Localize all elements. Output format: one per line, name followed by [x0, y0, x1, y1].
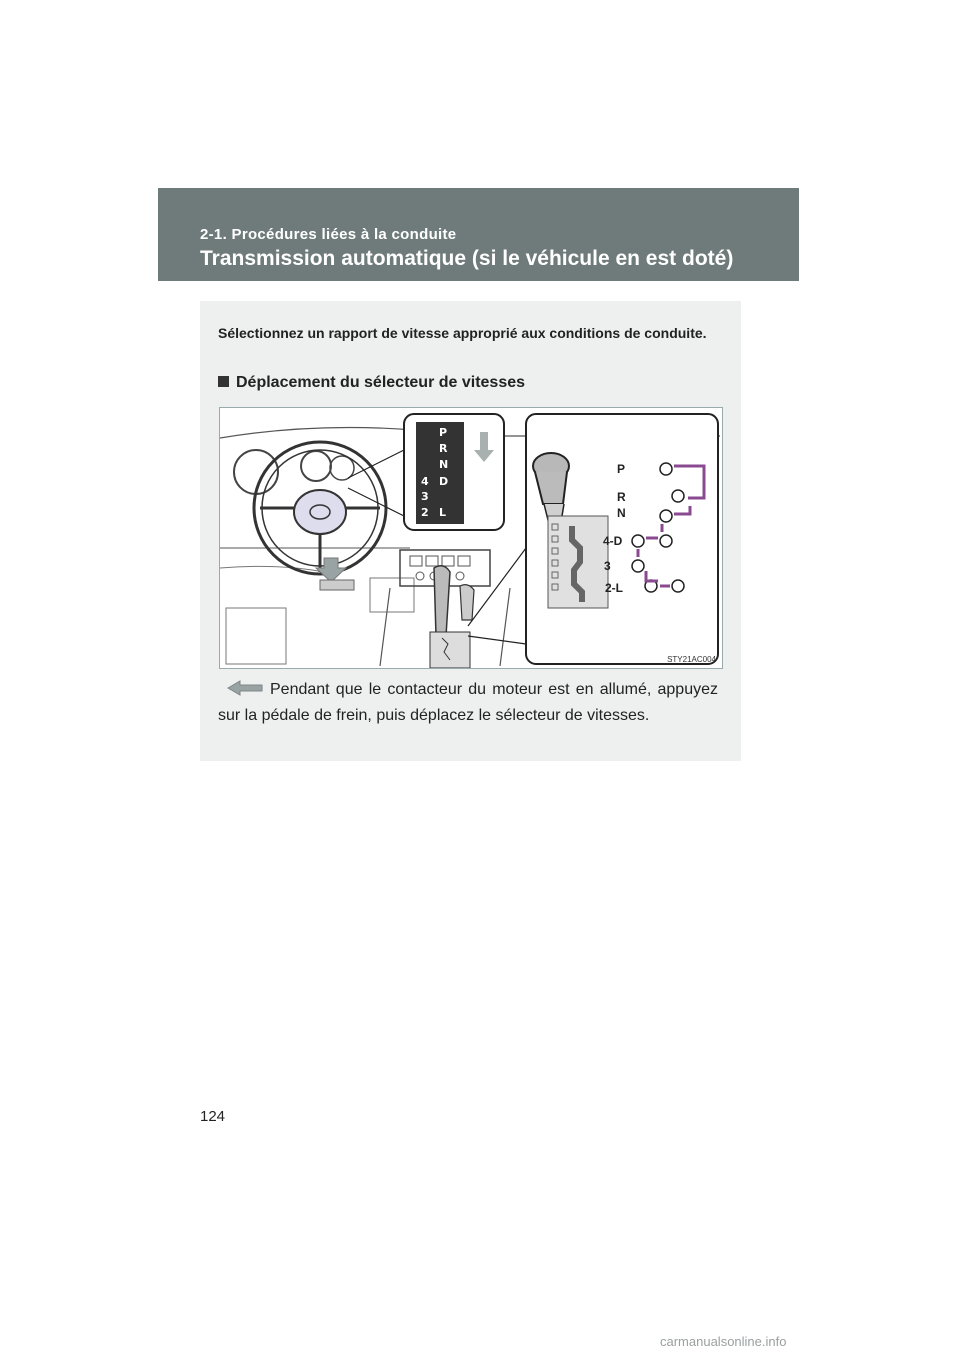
- gear-label-r: R: [617, 490, 626, 504]
- gate-letter: N: [439, 458, 449, 471]
- figure-code: STY21AC004: [667, 655, 716, 664]
- page-number: 124: [200, 1108, 226, 1125]
- note-text: Pendant que le contacteur du moteur est en allumé, appuyez sur la pédale de frein, puis déplacez le sélecteur de vitesses.: [218, 681, 718, 724]
- shift-lever-illustration: [219, 407, 723, 669]
- square-bullet-icon: [218, 376, 229, 387]
- gate-letter: R: [439, 442, 448, 455]
- gate-letter: L: [439, 506, 447, 519]
- subheading: [218, 374, 525, 392]
- dashboard-drawing: [220, 408, 722, 668]
- page-title: Transmission automatique (si le véhicule en est doté): [200, 247, 734, 270]
- gate-letter: 2: [421, 506, 429, 519]
- gear-label-4d: 4-D: [603, 534, 623, 548]
- note-text-block: [218, 677, 718, 729]
- gate-letter: 3: [421, 490, 429, 503]
- header-band: [158, 188, 799, 281]
- intro-text: Sélectionnez un rapport de vitesse approprié aux conditions de conduite.: [218, 325, 707, 341]
- gear-label-3: 3: [604, 559, 611, 573]
- gear-label-p: P: [617, 462, 626, 476]
- gate-letter: D: [439, 475, 449, 488]
- gear-label-n: N: [617, 506, 626, 520]
- section-label: 2-1. Procédures liées à la conduite: [200, 226, 457, 243]
- gear-label-2l: 2-L: [605, 581, 623, 595]
- content-box: [200, 301, 741, 761]
- arrow-left-icon: [226, 680, 264, 696]
- subheading-text: Déplacement du sélecteur de vitesses: [236, 374, 526, 391]
- watermark: carmanualsonline.info: [660, 1334, 787, 1349]
- gate-letter: P: [439, 426, 448, 439]
- gate-letter: 4: [421, 475, 429, 488]
